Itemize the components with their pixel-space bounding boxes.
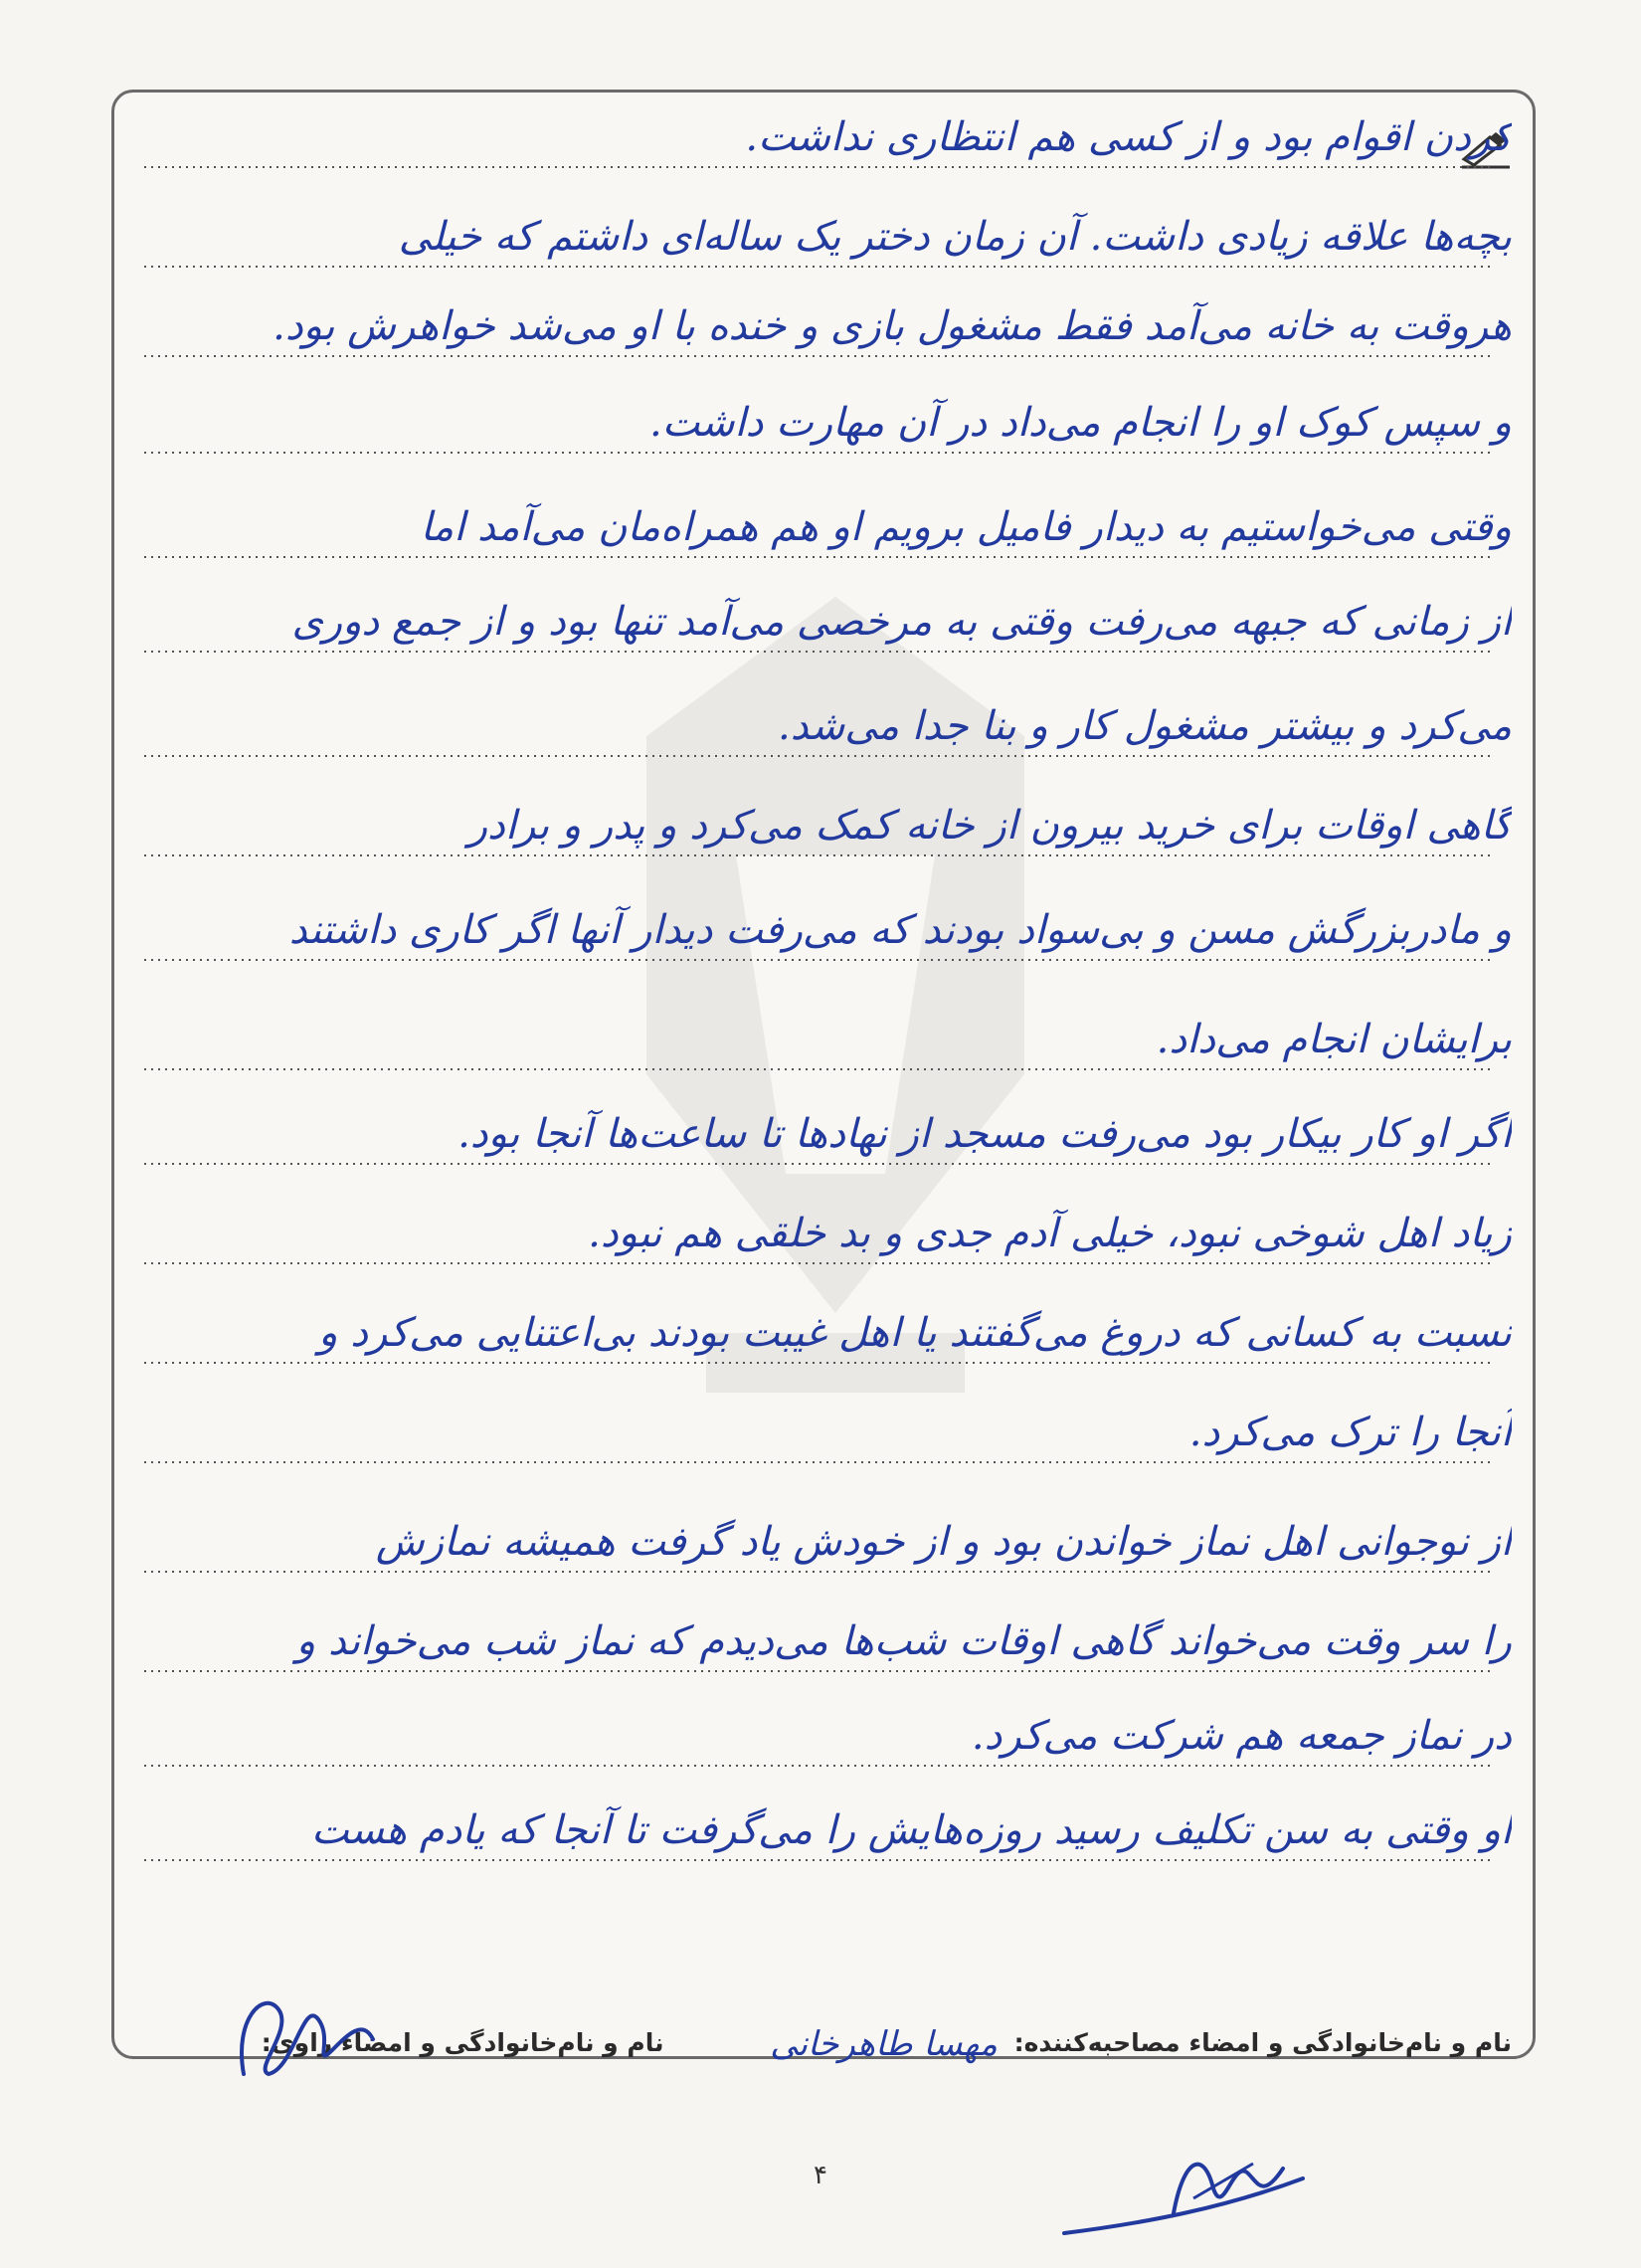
handwritten-line: برایشان انجام می‌داد.: [1156, 1017, 1512, 1062]
handwritten-line: آنجا را ترک می‌کرد.: [1188, 1410, 1512, 1455]
interviewer-label: نام و نام‌خانوادگی و امضاء مصاحبه‌کننده:: [1013, 2028, 1512, 2057]
handwritten-line: در نماز جمعه هم شرکت می‌کرد.: [971, 1713, 1512, 1759]
handwritten-line: و مادربزرگش مسن و بی‌سواد بودند که می‌رفت دیدار آنها اگر کاری داشتند: [288, 907, 1512, 953]
handwritten-line: او وقتی به سن تکلیف رسید روزه‌هایش را می‌گرفت تا آنجا که یادم هست: [311, 1807, 1512, 1853]
handwritten-line: از زمانی که جبهه می‌رفت وقتی به مرخصی می‌آمد تنها بود و از جمع دوری: [291, 599, 1512, 645]
narrator-label: نام و نام‌خانوادگی و امضاء راوی:: [261, 2028, 664, 2057]
interviewer-signature: مهسا طاهرخانی: [770, 2024, 998, 2064]
handwritten-line: و سپس کوک او را انجام می‌داد در آن مهارت داشت.: [648, 400, 1512, 446]
handwritten-line: کردن اقوام بود و از کسی هم انتظاری نداشت.: [745, 114, 1512, 160]
handwritten-line: اگر او کار بیکار بود می‌رفت مسجد از نهادها تا ساعت‌ها آنجا بود.: [457, 1111, 1512, 1157]
handwritten-line: هروقت به خانه می‌آمد فقط مشغول بازی و خنده با او می‌شد خواهرش بود.: [273, 303, 1512, 349]
handwritten-line: وقتی می‌خواستیم به دیدار فامیل برویم او هم همراه‌مان می‌آمد اما: [420, 504, 1512, 550]
handwritten-line: می‌کرد و بیشتر مشغول کار و بنا جدا می‌شد.: [778, 703, 1512, 749]
handwritten-line: بچه‌ها علاقه زیادی داشت. آن زمان دختر یک ساله‌ای داشتم که خیلی: [398, 214, 1512, 260]
handwritten-line: نسبت به کسانی که دروغ می‌گفتند یا اهل غیبت بودند بی‌اعتنایی می‌کرد و: [318, 1310, 1512, 1356]
handwritten-line: گاهی اوقات برای خرید بیرون از خانه کمک می‌کرد و پدر و برادر: [467, 803, 1512, 849]
narrator-signature: [224, 1980, 393, 2089]
handwritten-line: زیاد اهل شوخی نبود، خیلی آدم جدی و بد خلقی هم نبود.: [588, 1211, 1512, 1256]
page-number: ۴: [814, 2161, 827, 2190]
handwritten-line: را سر وقت می‌خواند گاهی اوقات شب‌ها می‌دیدم که نماز شب می‌خواند و: [295, 1618, 1512, 1664]
handwritten-line: از نوجوانی اهل نماز خواندن بود و از خودش یاد گرفت همیشه نمازش: [375, 1519, 1512, 1565]
approval-signature: [1054, 2139, 1313, 2248]
